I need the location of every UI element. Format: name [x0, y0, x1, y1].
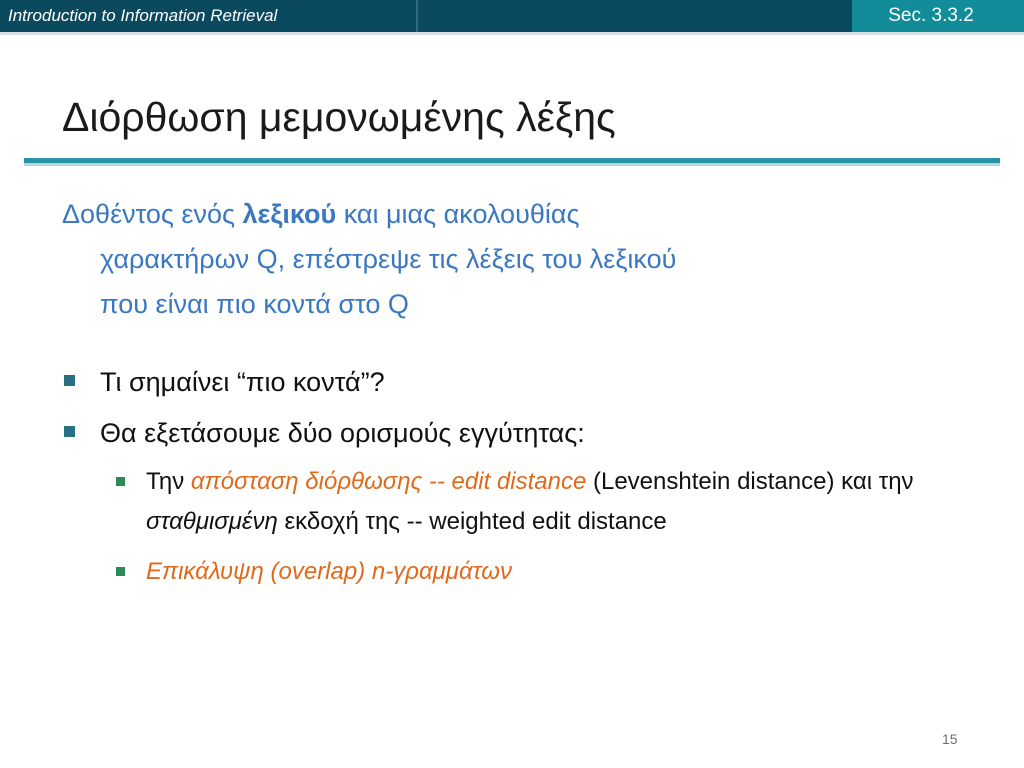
bullet-list: [62, 360, 982, 592]
section-label: Sec. 3.3.2: [888, 5, 974, 26]
bullet-item: [62, 360, 982, 405]
header-divider: [416, 0, 418, 32]
weighted-term: σταθμισμένη: [146, 508, 278, 535]
intro-line-1-c: και μιας ακολουθίας: [336, 199, 580, 229]
bullet-text: Τι σημαίνει “πιο κοντά”?: [100, 367, 385, 397]
sub-bullet-item: [108, 462, 936, 542]
bullet-item: [62, 411, 982, 456]
bullet-text: Θα εξετάσουμε δύο ορισμούς εγγύτητας:: [100, 418, 585, 448]
intro-line-1: [62, 192, 922, 237]
course-title: Introduction to Information Retrieval: [8, 6, 278, 25]
square-bullet-icon: [116, 567, 125, 576]
header-bar: [0, 0, 1024, 32]
intro-paragraph: [62, 192, 922, 327]
slide-title: Διόρθωση μεμονωμένης λέξης: [62, 94, 616, 140]
spacer: [62, 542, 982, 550]
sub-bullet-text-e: εκδοχή της -- weighted edit distance: [277, 508, 667, 535]
square-bullet-icon: [116, 477, 125, 486]
title-rule-shadow: [24, 163, 1000, 166]
header-underline: [0, 32, 1024, 35]
section-badge: [852, 0, 1024, 32]
sub-bullet-text-a: Την: [146, 468, 191, 495]
slide-number: 15: [942, 731, 958, 747]
square-bullet-icon: [64, 375, 75, 386]
edit-distance-term: απόσταση διόρθωσης -- edit distance: [190, 468, 587, 495]
intro-line-1-a: Δοθέντος ενός: [62, 199, 243, 229]
sub-bullet-text-c: (Levenshtein distance) και την: [586, 468, 914, 495]
square-bullet-icon: [64, 426, 75, 437]
intro-keyword-dictionary: λεξικού: [242, 199, 337, 229]
ngram-overlap-term: Επικάλυψη (overlap) n-γραμμάτων: [146, 558, 512, 585]
sub-bullet-item: [108, 552, 936, 592]
intro-line-3: που είναι πιο κοντά στο Q: [100, 289, 409, 319]
intro-line-2: χαρακτήρων Q, επέστρεψε τις λέξεις του λεξικού: [100, 244, 677, 274]
